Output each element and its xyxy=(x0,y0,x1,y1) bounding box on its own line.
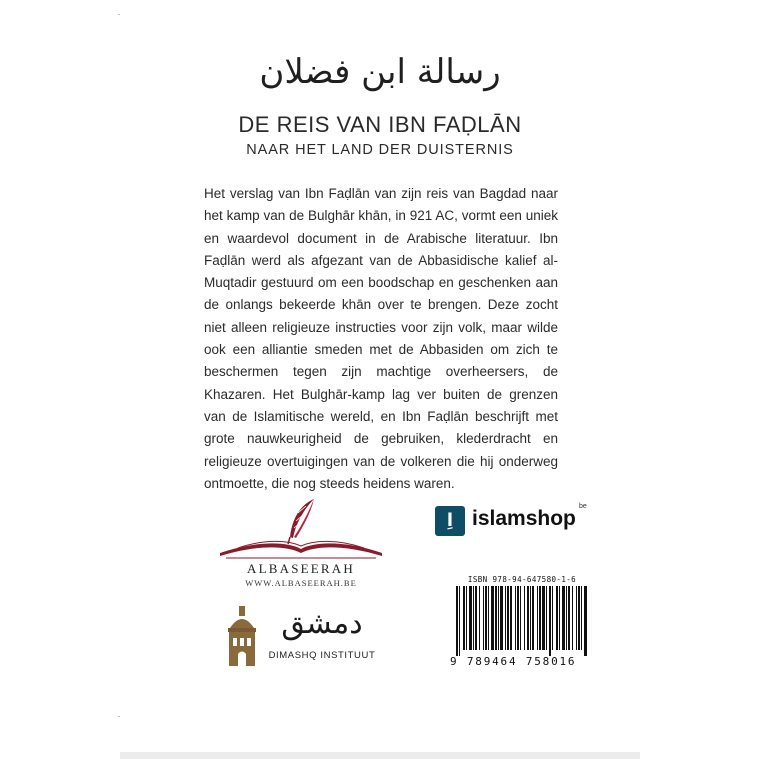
barcode-bar xyxy=(584,586,587,656)
barcode-bar xyxy=(527,586,529,650)
arabic-title: رسالة ابن فضلان xyxy=(259,52,501,92)
barcode-bar xyxy=(552,586,553,650)
barcode-icon xyxy=(454,586,588,656)
barcode-bar xyxy=(505,586,506,650)
barcode-bar xyxy=(539,586,541,650)
page-shadow xyxy=(120,752,640,759)
barcode-bar xyxy=(537,586,538,650)
barcode-bar xyxy=(500,586,503,650)
dimashq-logo xyxy=(224,604,384,666)
barcode-bar xyxy=(483,586,484,650)
barcode-bar xyxy=(510,586,512,650)
islamshop-logo xyxy=(435,505,610,539)
barcode-bar xyxy=(530,586,531,650)
albaseerah-logo xyxy=(216,497,386,597)
barcode-bar xyxy=(475,586,477,650)
barcode-bar xyxy=(517,586,519,650)
book-title: DE REIS VAN IBN FAḌLĀN xyxy=(238,112,522,137)
barcode-bar xyxy=(546,586,547,650)
isbn-barcode xyxy=(450,575,590,669)
barcode-bar xyxy=(469,586,472,650)
barcode-bar xyxy=(524,586,525,650)
barcode-bar xyxy=(456,586,458,656)
islamshop-tld: be xyxy=(579,503,587,510)
ean-digits: 9 789464 758016 xyxy=(450,655,577,668)
mosque-icon xyxy=(224,604,260,666)
barcode-bar xyxy=(556,586,558,650)
barcode-bar xyxy=(566,586,567,650)
barcode-bar xyxy=(466,586,467,650)
book-blurb: Het verslag van Ibn Faḍlān van zijn reis van Bagdad naar het kamp van de Bulghār khān, in 921 AC, vormt een uniek en waardevol document in de Arabische literatuur. Ibn Faḍlān werd als afgezant van de Abbasidische kalief al-Muqtadir gestuurd om een boodschap en geschenken aan de onlangs bekeerde khān over te brengen. Deze zocht niet alleen religieuze instructies voor zijn volk, maar wilde ook een alliantie smeden met de Abbasiden om zich te beschermen tegen zijn machtige overheersers, de Khazaren. Het Bulghār-kamp lag ver buiten de grenzen van de Islamitische wereld, en Ibn Faḍlān beschrijft met grote nauwkeurigheid de gebruiken, klederdracht en religieuze overtuigingen van de volkeren die hij onderweg ontmoette, die nog steeds heidens waren. xyxy=(204,186,558,491)
barcode-bar xyxy=(459,586,460,656)
barcode-bar xyxy=(578,586,580,650)
barcode-bar xyxy=(463,586,465,650)
barcode-bar xyxy=(498,586,499,650)
barcode-bar xyxy=(515,586,516,650)
islamshop-name: islamshop xyxy=(472,507,576,530)
barcode-bar xyxy=(542,586,545,650)
barcode-bar xyxy=(576,586,577,650)
isbn-number: ISBN 978-94-647580-1-6 xyxy=(467,575,577,584)
barcode-bar xyxy=(491,586,494,650)
albaseerah-url: WWW.ALBASEERAH.BE xyxy=(245,578,357,588)
barcode-bar xyxy=(572,586,573,650)
barcode-bar xyxy=(581,586,582,650)
dimashq-arabic-name: دمشق xyxy=(281,606,363,641)
islamshop-icon: اِ xyxy=(435,506,465,536)
albaseerah-name: ALBASEERAH xyxy=(247,561,355,576)
barcode-bar xyxy=(473,586,474,650)
barcode-bar xyxy=(479,586,480,650)
barcode-bar xyxy=(549,586,551,656)
barcode-bar xyxy=(532,586,534,650)
barcode-bar xyxy=(520,586,521,650)
barcode-bar xyxy=(488,586,489,650)
quill-book-icon xyxy=(216,497,386,559)
barcode-bar xyxy=(562,586,565,650)
book-subtitle: NAAR HET LAND DER DUISTERNIS xyxy=(246,142,514,158)
barcode-bar xyxy=(559,586,560,650)
barcode-bar xyxy=(568,586,570,650)
back-cover xyxy=(120,0,640,752)
barcode-bar xyxy=(485,586,487,650)
barcode-bar xyxy=(507,586,509,650)
barcode-bar xyxy=(495,586,497,650)
dimashq-name: DIMASHQ INSTITUUT xyxy=(268,650,376,661)
